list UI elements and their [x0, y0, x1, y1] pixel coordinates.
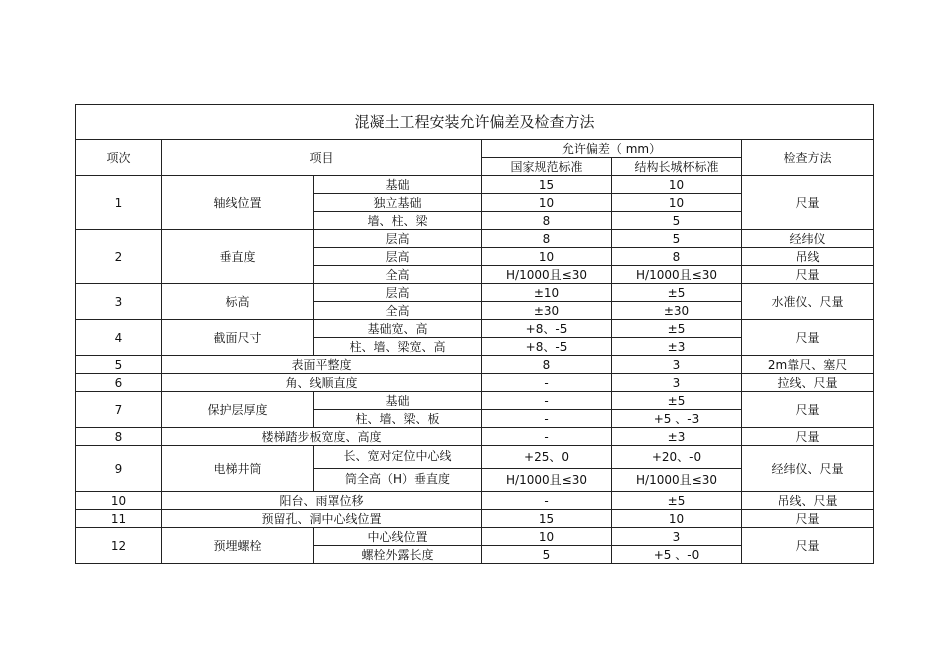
row-subitem: 螺栓外露长度: [314, 546, 482, 564]
row-number: 3: [76, 284, 162, 320]
row-item: 楼梯踏步板宽度、高度: [162, 428, 482, 446]
row-subitem: 柱、墙、梁、板: [314, 410, 482, 428]
header-company: 结构长城杯标准: [612, 158, 742, 176]
table-row: [76, 320, 874, 338]
table-row: [76, 374, 874, 392]
row-method: 经纬仪、尺量: [742, 446, 874, 492]
row-company: 3: [612, 356, 742, 374]
row-company: 8: [612, 248, 742, 266]
row-company: 10: [612, 510, 742, 528]
row-subitem: 全高: [314, 266, 482, 284]
row-number: 6: [76, 374, 162, 392]
row-company: 5: [612, 230, 742, 248]
row-national: +25、0: [482, 446, 612, 469]
row-method: 水准仪、尺量: [742, 284, 874, 320]
row-number: 11: [76, 510, 162, 528]
row-number: 10: [76, 492, 162, 510]
row-method: 尺量: [742, 428, 874, 446]
row-company: 10: [612, 194, 742, 212]
row-national: 8: [482, 212, 612, 230]
row-company: H/1000且≤30: [612, 469, 742, 492]
table-row: [76, 492, 874, 510]
row-company: ±3: [612, 428, 742, 446]
row-company: +20、-0: [612, 446, 742, 469]
row-national: 5: [482, 546, 612, 564]
row-method: 吊线、尺量: [742, 492, 874, 510]
row-company: 3: [612, 528, 742, 546]
row-national: -: [482, 392, 612, 410]
row-subitem: 全高: [314, 302, 482, 320]
row-national: +8、-5: [482, 320, 612, 338]
row-number: 1: [76, 176, 162, 230]
row-company: +5 、-0: [612, 546, 742, 564]
table-row: [76, 528, 874, 546]
header-index: 项次: [76, 140, 162, 176]
row-subitem: 层高: [314, 230, 482, 248]
row-subitem: 独立基础: [314, 194, 482, 212]
row-method: 尺量: [742, 510, 874, 528]
row-subitem: 层高: [314, 248, 482, 266]
row-number: 12: [76, 528, 162, 564]
row-subitem: 层高: [314, 284, 482, 302]
row-method: 2m靠尺、塞尺: [742, 356, 874, 374]
row-national: 10: [482, 528, 612, 546]
row-number: 7: [76, 392, 162, 428]
row-subitem: 基础宽、高: [314, 320, 482, 338]
row-method: 尺量: [742, 528, 874, 564]
row-subitem: 柱、墙、梁宽、高: [314, 338, 482, 356]
row-item: 预留孔、洞中心线位置: [162, 510, 482, 528]
table-row: [76, 176, 874, 194]
row-item: 截面尺寸: [162, 320, 314, 356]
row-national: -: [482, 428, 612, 446]
row-national: 15: [482, 510, 612, 528]
row-national: -: [482, 410, 612, 428]
header-item: 项目: [162, 140, 482, 176]
table-row: [76, 284, 874, 302]
row-company: H/1000且≤30: [612, 266, 742, 284]
row-company: ±5: [612, 320, 742, 338]
row-national: H/1000且≤30: [482, 469, 612, 492]
row-company: +5 、-3: [612, 410, 742, 428]
row-subitem: 墙、柱、梁: [314, 212, 482, 230]
row-company: ±30: [612, 302, 742, 320]
row-number: 4: [76, 320, 162, 356]
row-item: 保护层厚度: [162, 392, 314, 428]
row-company: ±5: [612, 284, 742, 302]
table-row: [76, 230, 874, 248]
title-row: [76, 105, 874, 140]
row-item: 垂直度: [162, 230, 314, 284]
row-item: 电梯井筒: [162, 446, 314, 492]
row-national: ±30: [482, 302, 612, 320]
header-national: 国家规范标准: [482, 158, 612, 176]
row-national: 10: [482, 248, 612, 266]
row-national: -: [482, 492, 612, 510]
row-national: 8: [482, 230, 612, 248]
row-national: 8: [482, 356, 612, 374]
row-number: 2: [76, 230, 162, 284]
table-title: 混凝土工程安装允许偏差及检查方法: [76, 105, 874, 140]
row-company: 10: [612, 176, 742, 194]
row-item: 角、线顺直度: [162, 374, 482, 392]
row-company: 5: [612, 212, 742, 230]
row-method: 经纬仪: [742, 230, 874, 248]
row-number: 5: [76, 356, 162, 374]
row-company: ±5: [612, 392, 742, 410]
row-method: 拉线、尺量: [742, 374, 874, 392]
row-method: 尺量: [742, 392, 874, 428]
document-page: [75, 104, 873, 564]
row-method: 尺量: [742, 320, 874, 356]
row-subitem: 基础: [314, 176, 482, 194]
header-tolerance: 允许偏差（ mm）: [482, 140, 742, 158]
tolerance-table: [75, 104, 874, 564]
row-method: 尺量: [742, 176, 874, 230]
row-item: 预埋螺栓: [162, 528, 314, 564]
row-company: ±3: [612, 338, 742, 356]
row-method: 尺量: [742, 266, 874, 284]
table-row: [76, 428, 874, 446]
row-number: 9: [76, 446, 162, 492]
table-row: [76, 392, 874, 410]
row-company: ±5: [612, 492, 742, 510]
row-subitem: 筒全高（H）垂直度: [314, 469, 482, 492]
row-item: 轴线位置: [162, 176, 314, 230]
row-national: 15: [482, 176, 612, 194]
row-method: 吊线: [742, 248, 874, 266]
table-row: [76, 446, 874, 469]
header-row: [76, 140, 874, 158]
row-national: 10: [482, 194, 612, 212]
row-subitem: 中心线位置: [314, 528, 482, 546]
row-item: 表面平整度: [162, 356, 482, 374]
table-row: [76, 356, 874, 374]
row-national: -: [482, 374, 612, 392]
row-subitem: 长、宽对定位中心线: [314, 446, 482, 469]
row-subitem: 基础: [314, 392, 482, 410]
row-national: H/1000且≤30: [482, 266, 612, 284]
row-national: ±10: [482, 284, 612, 302]
row-item: 标高: [162, 284, 314, 320]
row-company: 3: [612, 374, 742, 392]
row-number: 8: [76, 428, 162, 446]
row-national: +8、-5: [482, 338, 612, 356]
header-method: 检查方法: [742, 140, 874, 176]
table-row: [76, 510, 874, 528]
row-item: 阳台、雨罩位移: [162, 492, 482, 510]
